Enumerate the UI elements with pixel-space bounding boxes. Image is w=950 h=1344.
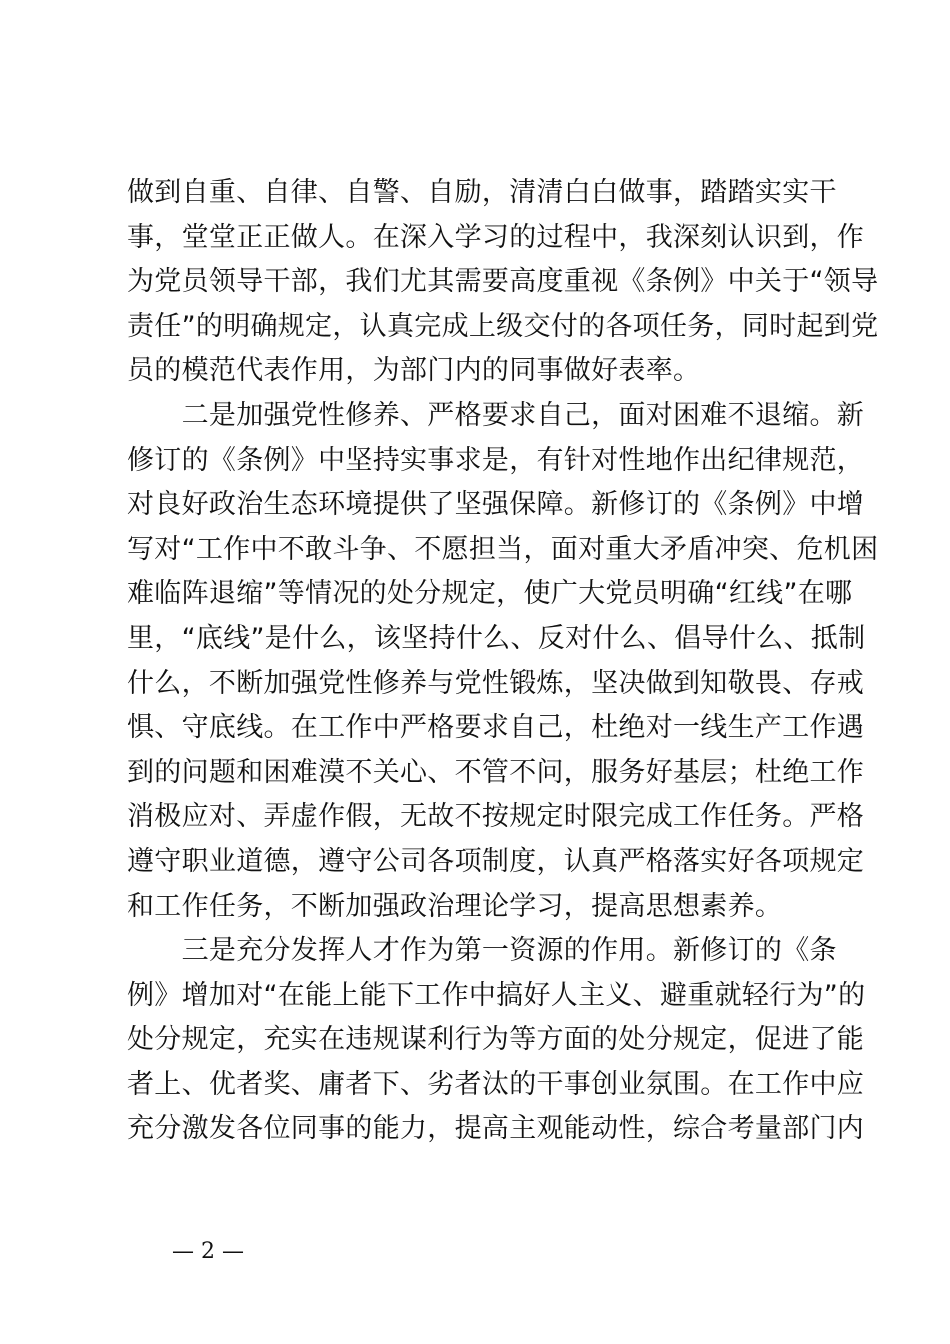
text-line: 惧、守底线。在工作中严格要求自己，杜绝对一线生产工作遇	[127, 712, 865, 744]
text-line: 对良好政治生态环境提供了坚强保障。新修订的《条例》中增	[127, 489, 865, 521]
text-line: 三是充分发挥人才作为第一资源的作用。新修订的《条	[127, 935, 837, 967]
text-line: 消极应对、弄虚作假，无故不按规定时限完成工作任务。严格	[127, 801, 865, 833]
text-line: 处分规定，充实在违规谋利行为等方面的处分规定，促进了能	[127, 1024, 865, 1056]
text-line: 员的模范代表作用，为部门内的同事做好表率。	[127, 355, 701, 387]
text-line: 者上、优者奖、庸者下、劣者汰的干事创业氛围。在工作中应	[127, 1068, 865, 1100]
text-line: 例》增加对“在能上能下工作中搞好人主义、避重就轻行为”的	[127, 979, 866, 1011]
text-line: 为党员领导干部，我们尤其需要高度重视《条例》中关于“领导	[127, 266, 879, 298]
text-line: 到的问题和困难漠不关心、不管不问，服务好基层；杜绝工作	[127, 756, 865, 788]
text-line: 事，堂堂正正做人。在深入学习的过程中，我深刻认识到，作	[127, 221, 865, 253]
text-line: 什么，不断加强党性修养与党性锻炼，坚决做到知敬畏、存戒	[127, 667, 865, 699]
text-line: 和工作任务，不断加强政治理论学习，提高思想素养。	[127, 890, 783, 922]
page-number: — 2 —	[172, 1239, 244, 1264]
text-line: 修订的《条例》中坚持实事求是，有针对性地作出纪律规范，	[127, 444, 865, 476]
text-line: 责任”的明确规定，认真完成上级交付的各项任务，同时起到党	[127, 310, 879, 342]
text-line: 里，“底线”是什么，该坚持什么、反对什么、倡导什么、抵制	[127, 622, 866, 654]
text-line: 难临阵退缩”等情况的处分规定，使广大党员明确“红线”在哪	[127, 578, 853, 610]
text-line: 写对“工作中不敢斗争、不愿担当，面对重大矛盾冲突、危机困	[127, 533, 879, 565]
text-line: 充分激发各位同事的能力，提高主观能动性，综合考量部门内	[127, 1113, 865, 1145]
body-text	[127, 171, 879, 1152]
text-line: 做到自重、自律、自警、自励，清清白白做事，踏踏实实干	[127, 177, 837, 208]
text-line: 遵守职业道德，遵守公司各项制度，认真严格落实好各项规定	[127, 845, 865, 877]
text-line: 二是加强党性修养、严格要求自己，面对困难不退缩。新	[127, 399, 865, 431]
